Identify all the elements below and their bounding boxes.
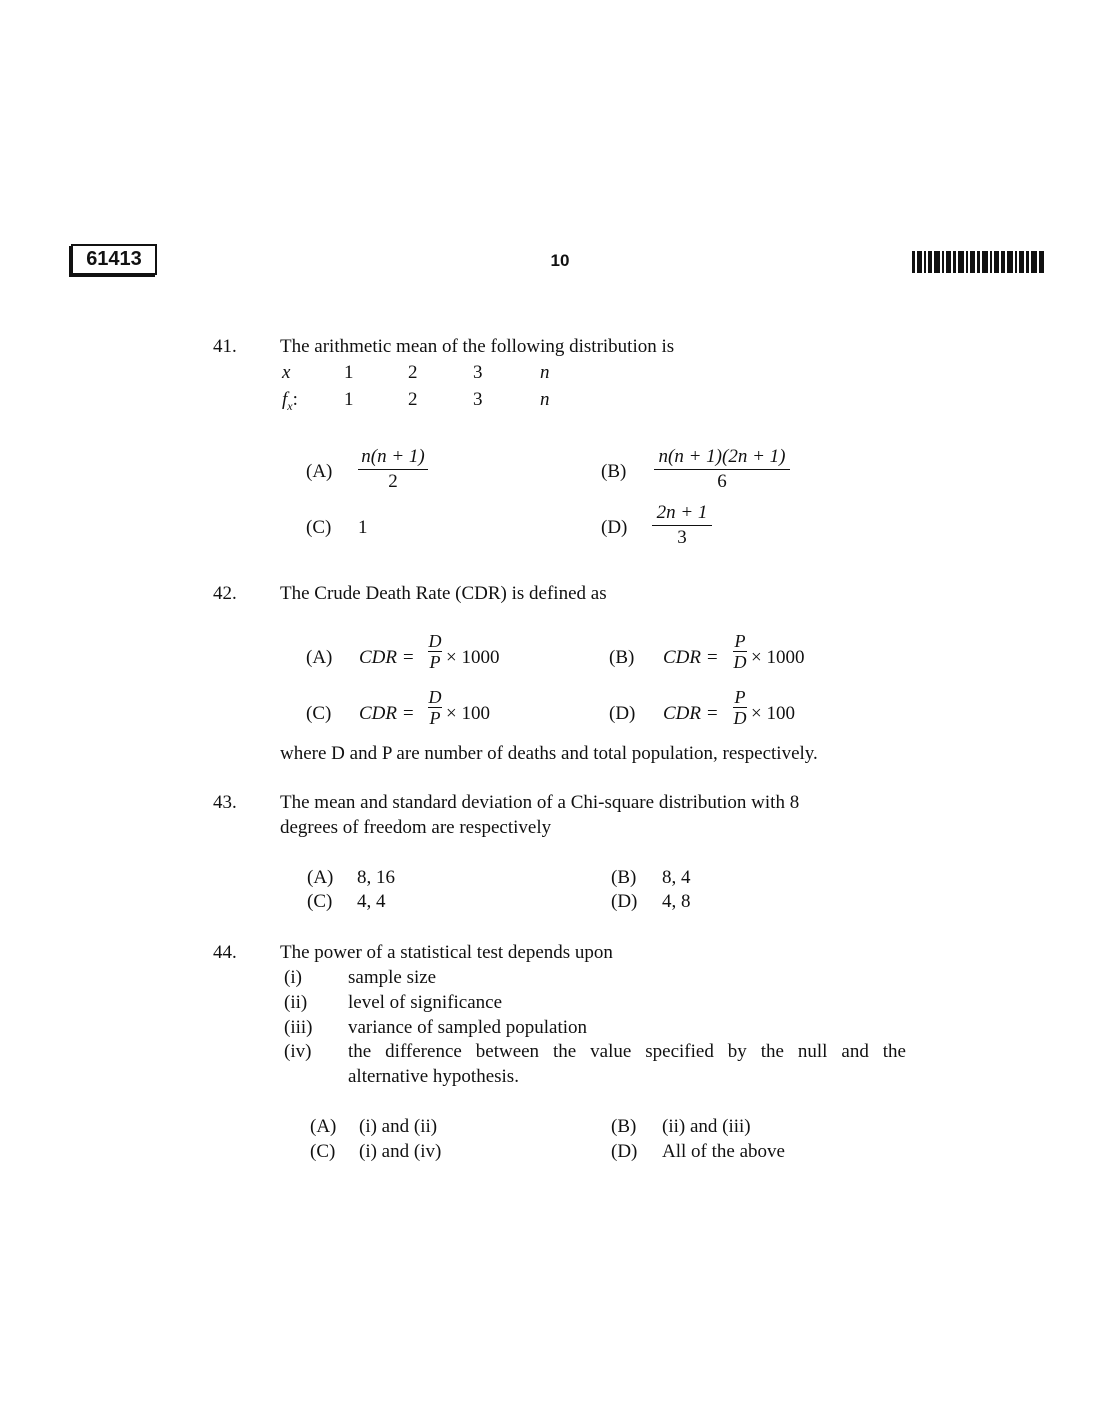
q43-option-d-text: 4, 8: [662, 891, 691, 912]
q43-option-c-text: 4, 4: [357, 891, 386, 912]
q41-table-row2-label: [282, 389, 298, 414]
q43-option-a-text: 8, 16: [357, 867, 395, 888]
q41-option-b-denominator: 6: [717, 471, 727, 492]
q41-option-a-numerator: n(n + 1): [361, 446, 425, 467]
q41-option-d-numerator: 2n + 1: [656, 502, 708, 523]
q42-option-d-denominator: D: [733, 708, 747, 728]
q43-text-line1: The mean and standard deviation of a Chi-square distribution with 8: [280, 792, 800, 813]
q44-item-marker: (i): [284, 967, 302, 988]
q43-text-line2: degrees of freedom are respectively: [280, 817, 552, 838]
q42-option-a-rhs: × 1000: [446, 647, 500, 668]
q42-option-c-lhs: CDR =: [359, 703, 415, 724]
q43-option-d-label: (D): [611, 891, 638, 912]
paper-code-box: 61413: [71, 244, 157, 275]
q44-option-a-label: (A): [310, 1116, 337, 1137]
q42-option-d-numerator: P: [734, 687, 746, 707]
q44-item-text: sample size: [348, 967, 437, 988]
q42-option-c-label: (C): [306, 703, 332, 724]
q42-option-d-label: (D): [609, 703, 636, 724]
q43-number: 43.: [213, 792, 237, 813]
q41-option-c-text: 1: [358, 517, 368, 538]
q41-table-cell: 1: [344, 362, 354, 383]
q41-option-d-denominator: 3: [677, 527, 687, 548]
q44-option-b-text: (ii) and (iii): [662, 1116, 751, 1137]
q44-option-a-text: (i) and (ii): [359, 1116, 438, 1137]
q43-option-b-label: (B): [611, 867, 637, 888]
barcode: [912, 251, 1044, 273]
q43-option-b-text: 8, 4: [662, 867, 691, 888]
q42-option-a-denominator: P: [429, 652, 441, 672]
q42-text: The Crude Death Rate (CDR) is defined as: [280, 583, 607, 604]
q41-text: The arithmetic mean of the following distribution is: [280, 336, 675, 357]
q42-option-b-label: (B): [609, 647, 635, 668]
q44-item-text: level of significance: [348, 992, 503, 1013]
q42-option-c-numerator: D: [428, 687, 442, 707]
q44-option-c-label: (C): [310, 1141, 336, 1162]
q44-option-d-text: All of the above: [662, 1141, 785, 1162]
q41-table-row2-sub: x: [287, 398, 293, 413]
q41-table-cell: 3: [473, 362, 483, 383]
q41-option-b-fraction: [654, 446, 790, 493]
q41-option-a-label: (A): [306, 461, 333, 482]
q42-option-b-denominator: D: [733, 652, 747, 672]
q41-option-d-fraction: [652, 502, 712, 549]
q41-table-cell: 1: [344, 389, 354, 410]
q41-option-b-numerator: n(n + 1)(2n + 1): [658, 446, 786, 467]
q41-option-b-label: (B): [601, 461, 627, 482]
q41-table-row2-f: f: [282, 389, 288, 410]
q42-option-a-numerator: D: [428, 631, 442, 651]
q41-option-d-label: (D): [601, 517, 628, 538]
q42-option-b-fraction: [730, 632, 750, 671]
q41-table-row2-colon: :: [292, 389, 298, 410]
q41-option-c-label: (C): [306, 517, 332, 538]
q42-option-a-lhs: CDR =: [359, 647, 415, 668]
q42-option-a-label: (A): [306, 647, 333, 668]
q42-option-d-fraction: [730, 688, 750, 727]
q41-option-a-fraction: [358, 446, 428, 493]
q42-option-b-rhs: × 1000: [751, 647, 805, 668]
q44-text: The power of a statistical test depends upon: [280, 942, 613, 963]
page-number: 10: [550, 251, 570, 270]
q44-item-marker: (iii): [284, 1017, 313, 1038]
q42-option-c-denominator: P: [429, 708, 441, 728]
q41-table-cell: n: [540, 389, 550, 410]
q42-option-b-lhs: CDR =: [663, 647, 719, 668]
q44-item-text-continued: alternative hypothesis.: [348, 1066, 519, 1087]
q41-table-cell: 2: [408, 389, 418, 410]
q43-option-c-label: (C): [307, 891, 333, 912]
q41-number: 41.: [213, 336, 237, 357]
q44-number: 44.: [213, 942, 237, 963]
q44-item-text: the difference between the value specified by the null and the: [348, 1041, 906, 1062]
q42-option-c-fraction: [425, 688, 445, 727]
q41-option-a-denominator: 2: [388, 471, 398, 492]
q44-option-b-label: (B): [611, 1116, 637, 1137]
q43-option-a-label: (A): [307, 867, 334, 888]
q41-table-row1-label: x: [282, 362, 291, 383]
q41-table-cell: 3: [473, 389, 483, 410]
q42-option-c-rhs: × 100: [446, 703, 490, 724]
q42-option-b-numerator: P: [734, 631, 746, 651]
q44-item-text: variance of sampled population: [348, 1017, 588, 1038]
q42-note: where D and P are number of deaths and total population, respectively.: [280, 743, 818, 764]
q44-option-c-text: (i) and (iv): [359, 1141, 442, 1162]
q41-table-cell: 2: [408, 362, 418, 383]
q42-option-d-rhs: × 100: [751, 703, 795, 724]
q44-item-marker: (ii): [284, 992, 308, 1013]
q42-option-a-fraction: [425, 632, 445, 671]
q42-option-d-lhs: CDR =: [663, 703, 719, 724]
q44-item-marker: (iv): [284, 1041, 312, 1062]
q44-option-d-label: (D): [611, 1141, 638, 1162]
q41-table-cell: n: [540, 362, 550, 383]
q42-number: 42.: [213, 583, 237, 604]
